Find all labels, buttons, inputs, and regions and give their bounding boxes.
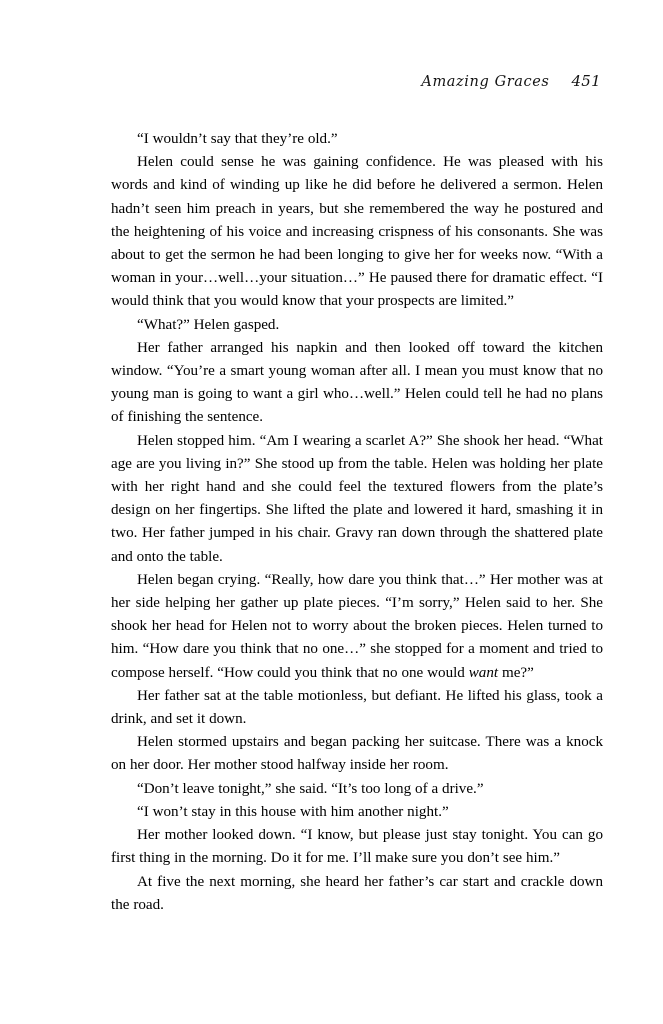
running-head: [0, 72, 663, 94]
paragraph: Her father arranged his napkin and then looked off toward the kitchen window. “You’re a smart young woman after all. I mean you must know that no young man is going to want a girl who…well.” Helen could tell he had no plans of finishing the sentence.: [111, 339, 603, 426]
paragraph: At five the next morning, she heard her father’s car start and crackle down the road.: [111, 873, 603, 913]
paragraph: Helen could sense he was gaining confidence. He was pleased with his words and kind of winding up like he did before he delivered a sermon. Helen hadn’t seen him preach in years, but she remembered the way he postured and the heightening of his voice and increasing crispness of his consonants. She was about to get the sermon he had been longing to give her for weeks now. “With a woman in your…well…your situation…” He paused there for dramatic effect. “I would think that you would know that your prospects are limited.”: [111, 154, 603, 310]
paragraph: Helen stormed upstairs and began packing her suitcase. There was a knock on her door. Her mother stood halfway inside her room.: [111, 734, 603, 774]
paragraph: Her mother looked down. “I know, but please just stay tonight. You can go first thing in the morning. Do it for me. I’ll make sure you don’t see him.”: [111, 827, 603, 867]
paragraph: Her father sat at the table motionless, but defiant. He lifted his glass, took a drink, and set it down.: [111, 687, 603, 728]
body-text: [111, 128, 603, 917]
paragraph: “What?” Helen gasped.: [137, 316, 280, 333]
running-head-title: Amazing Graces: [421, 74, 550, 90]
paragraph: Helen began crying. “Really, how dare you think that…” Her mother was at her side helping her gather up plate pieces. “I’m sorry,” Helen said to her. She shook her head for Helen not to worry about the broken pieces. Helen turned to him. “How dare you think that no one…” she stopped for a moment and tried to compose herself. “How could you think that no one would want me?”: [111, 571, 603, 681]
paragraph: “Don’t leave tonight,” she said. “It’s too long of a drive.”: [137, 780, 484, 797]
paragraph: Helen stopped him. “Am I wearing a scarlet A?” She shook her head. “What age are you living in?” She stood up from the table. Helen was holding her plate with her right hand and she could feel the textured flowers from the plate’s design on her fingertips. She lifted the plate and lowered it hard, smashing it in two. Her father jumped in his chair. Gravy ran down through the shattered plate and onto the table.: [111, 432, 603, 565]
paragraph: “I won’t stay in this house with him another night.”: [137, 803, 449, 820]
page-number: 451: [571, 72, 601, 90]
paragraph: “I wouldn’t say that they’re old.”: [137, 131, 338, 147]
